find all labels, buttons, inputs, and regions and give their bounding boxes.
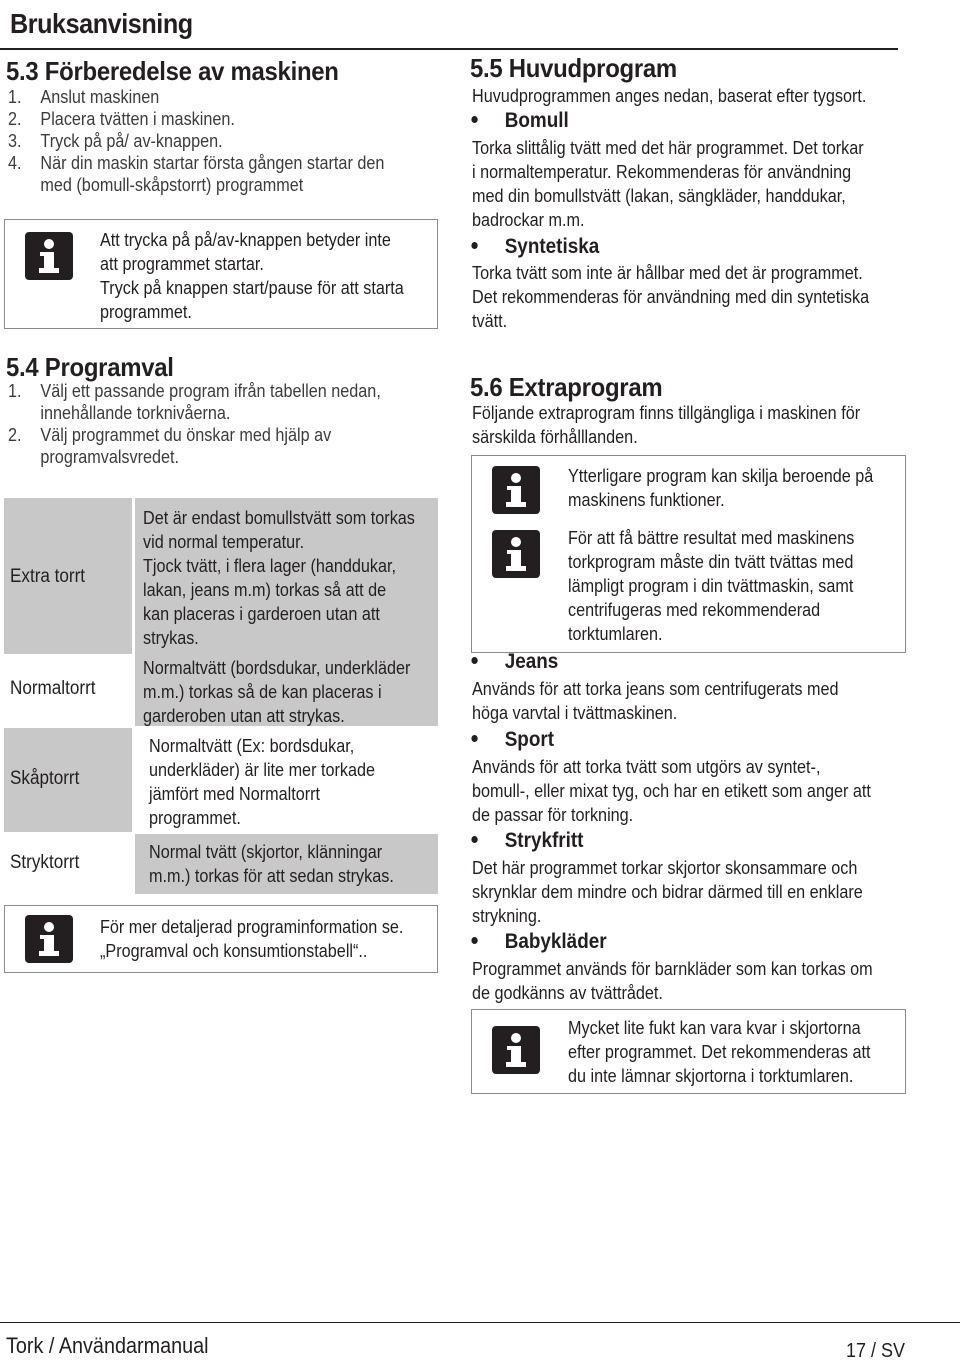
table-row (4, 834, 438, 894)
info-icon (492, 530, 540, 578)
list-item: innehållande torknivåerna. (40, 403, 231, 423)
program-description-line: de godkänns av tvättrådet. (472, 983, 663, 1003)
list-item: 2. Välj programmet du önskar med hjälp av (8, 425, 332, 445)
info-note-line: du inte lämnar skjortorna i torktumlaren. (568, 1066, 854, 1086)
program-description-line: badrockar m.m. (472, 210, 585, 230)
footer-rule (0, 1322, 960, 1323)
info-note-line: maskinens funktioner. (568, 490, 725, 510)
section-5-3-heading: 5.3 Förberedelse av maskinen (6, 56, 339, 86)
program-description-line: Torka tvätt som inte är hållbar med det är programmet. (472, 263, 863, 283)
info-note-line: Att trycka på på/av-knappen betyder inte (100, 230, 391, 250)
footer-document-title: Tork / Användarmanual (6, 1333, 209, 1358)
list-item: 3. Tryck på på/ av-knappen. (8, 131, 223, 151)
section-5-6-intro: särskilda förhålllanden. (472, 427, 638, 447)
page-number: 17 / SV (846, 1340, 906, 1362)
info-note-line: Tryck på knappen start/pause för att starta (100, 278, 404, 298)
section-5-4-heading: 5.4 Programval (6, 352, 174, 382)
info-note-line: torktumlaren. (568, 624, 663, 644)
program-name-cell: Skåptorrt (4, 728, 132, 832)
program-description-line: strykning. (472, 906, 542, 926)
program-name-cell: Normaltorrt (4, 654, 132, 726)
program-name-cell: Extra torrt (4, 498, 132, 654)
section-5-5-intro: Huvudprogrammen anges nedan, baserat efter tygsort. (472, 86, 867, 106)
program-description-line: höga varvtal i tvättmaskinen. (472, 703, 678, 723)
info-note-line: lämpligt program i din tvättmaskin, samt (568, 576, 854, 596)
info-notes-extra-programs (471, 455, 906, 653)
program-description-cell: Normal tvätt (skjortor, klänningar m.m.) torkas för att sedan strykas. (135, 834, 438, 894)
list-item: 1. Anslut maskinen (8, 87, 160, 107)
info-icon (25, 232, 73, 280)
program-description-line: med din bomullstvätt (lakan, sängkläder, handdukar, (472, 186, 846, 206)
program-description-line: de passar för torkning. (472, 805, 634, 825)
info-note-line: efter programmet. Det rekommenderas att (568, 1042, 871, 1062)
info-note-line: torkprogram måste din tvätt tvättas med (568, 552, 854, 572)
table-row (4, 728, 438, 832)
list-item: med (bomull-skåpstorrt) programmet (40, 175, 304, 195)
info-note-line: centrifugeras med rekommenderad (568, 600, 821, 620)
section-5-3-steps (8, 86, 426, 196)
program-description-line: i normaltemperatur. Rekommenderas för användning (472, 162, 852, 182)
info-note-line: Ytterligare program kan skilja beroende på (568, 466, 874, 486)
program-description-line: bomull-, eller mixat tyg, och har en etikett som anger att (472, 781, 871, 801)
section-5-4-steps (8, 380, 422, 468)
info-icon (492, 1026, 540, 1074)
program-description-cell: Det är endast bomullstvätt som torkas vid normal temperatur. Tjock tvätt, i flera lager (handdukar, lakan, jeans m.m) torkas så att de kan placeras i garderoen utan att strykas. (135, 498, 438, 654)
program-description-line: Används för att torka jeans som centrifugerats med (472, 679, 839, 699)
program-heading-syntetiska: Syntetiska (466, 235, 599, 259)
program-description-line: tvätt. (472, 311, 508, 331)
table-row (4, 498, 438, 654)
info-note-line: att programmet startar. (100, 254, 264, 274)
info-icon (492, 466, 540, 514)
section-5-6-heading: 5.6 Extraprogram (470, 372, 663, 402)
list-item: 1. Välj ett passande program ifrån tabellen nedan, (8, 381, 381, 401)
program-description-line: Torka slittålig tvätt med det här programmet. Det torkar (472, 138, 864, 158)
program-heading-babyklader: Babykläder (466, 930, 607, 954)
program-heading-jeans: Jeans (466, 650, 558, 674)
program-description-cell: Normaltvätt (Ex: bordsdukar, underkläder) är lite mer torkade jämfört med Normaltorrt programmet. (135, 728, 438, 832)
info-note-line: För mer detaljerad programinformation se. (100, 917, 404, 937)
section-5-5-heading: 5.5 Huvudprogram (470, 53, 677, 83)
program-description-line: Det rekommenderas för användning med din syntetiska (472, 287, 870, 307)
program-heading-sport: Sport (466, 728, 554, 752)
program-description-line: Används för att torka tvätt som utgörs av syntet-, (472, 757, 821, 777)
table-row (4, 654, 438, 726)
program-description-cell: Normaltvätt (bordsdukar, underkläder m.m.) torkas så de kan placeras i garderoben utan att strykas. (135, 654, 438, 726)
info-note-program-table (4, 905, 438, 973)
section-5-6-intro: Följande extraprogram finns tillgängliga i maskinen för (472, 403, 861, 423)
info-icon (25, 915, 73, 963)
list-item: programvalsvredet. (40, 447, 180, 467)
info-note-line: programmet. (100, 302, 192, 322)
program-heading-bomull: Bomull (466, 109, 569, 133)
info-note-babyklader (471, 1009, 906, 1094)
program-description-line: Programmet används för barnkläder som kan torkas om (472, 959, 873, 979)
info-note-power-button (4, 219, 438, 329)
program-description-line: skrynklar dem mindre och bidrar därmed till en enklare (472, 882, 863, 902)
info-note-line: „Programval och konsumtionstabell“.. (100, 941, 368, 961)
list-item: 4. När din maskin startar första gången startar den (8, 153, 385, 173)
list-item: 2. Placera tvätten i maskinen. (8, 109, 235, 129)
header-rule (0, 48, 898, 50)
program-description-line: Det här programmet torkar skjortor skonsammare och (472, 858, 858, 878)
info-note-line: Mycket lite fukt kan vara kvar i skjortorna (568, 1018, 861, 1038)
info-note-line: För att få bättre resultat med maskinens (568, 528, 855, 548)
program-name-cell: Stryktorrt (4, 834, 132, 894)
program-heading-strykfritt: Strykfritt (466, 829, 583, 853)
document-header-title: Bruksanvisning (10, 8, 193, 39)
